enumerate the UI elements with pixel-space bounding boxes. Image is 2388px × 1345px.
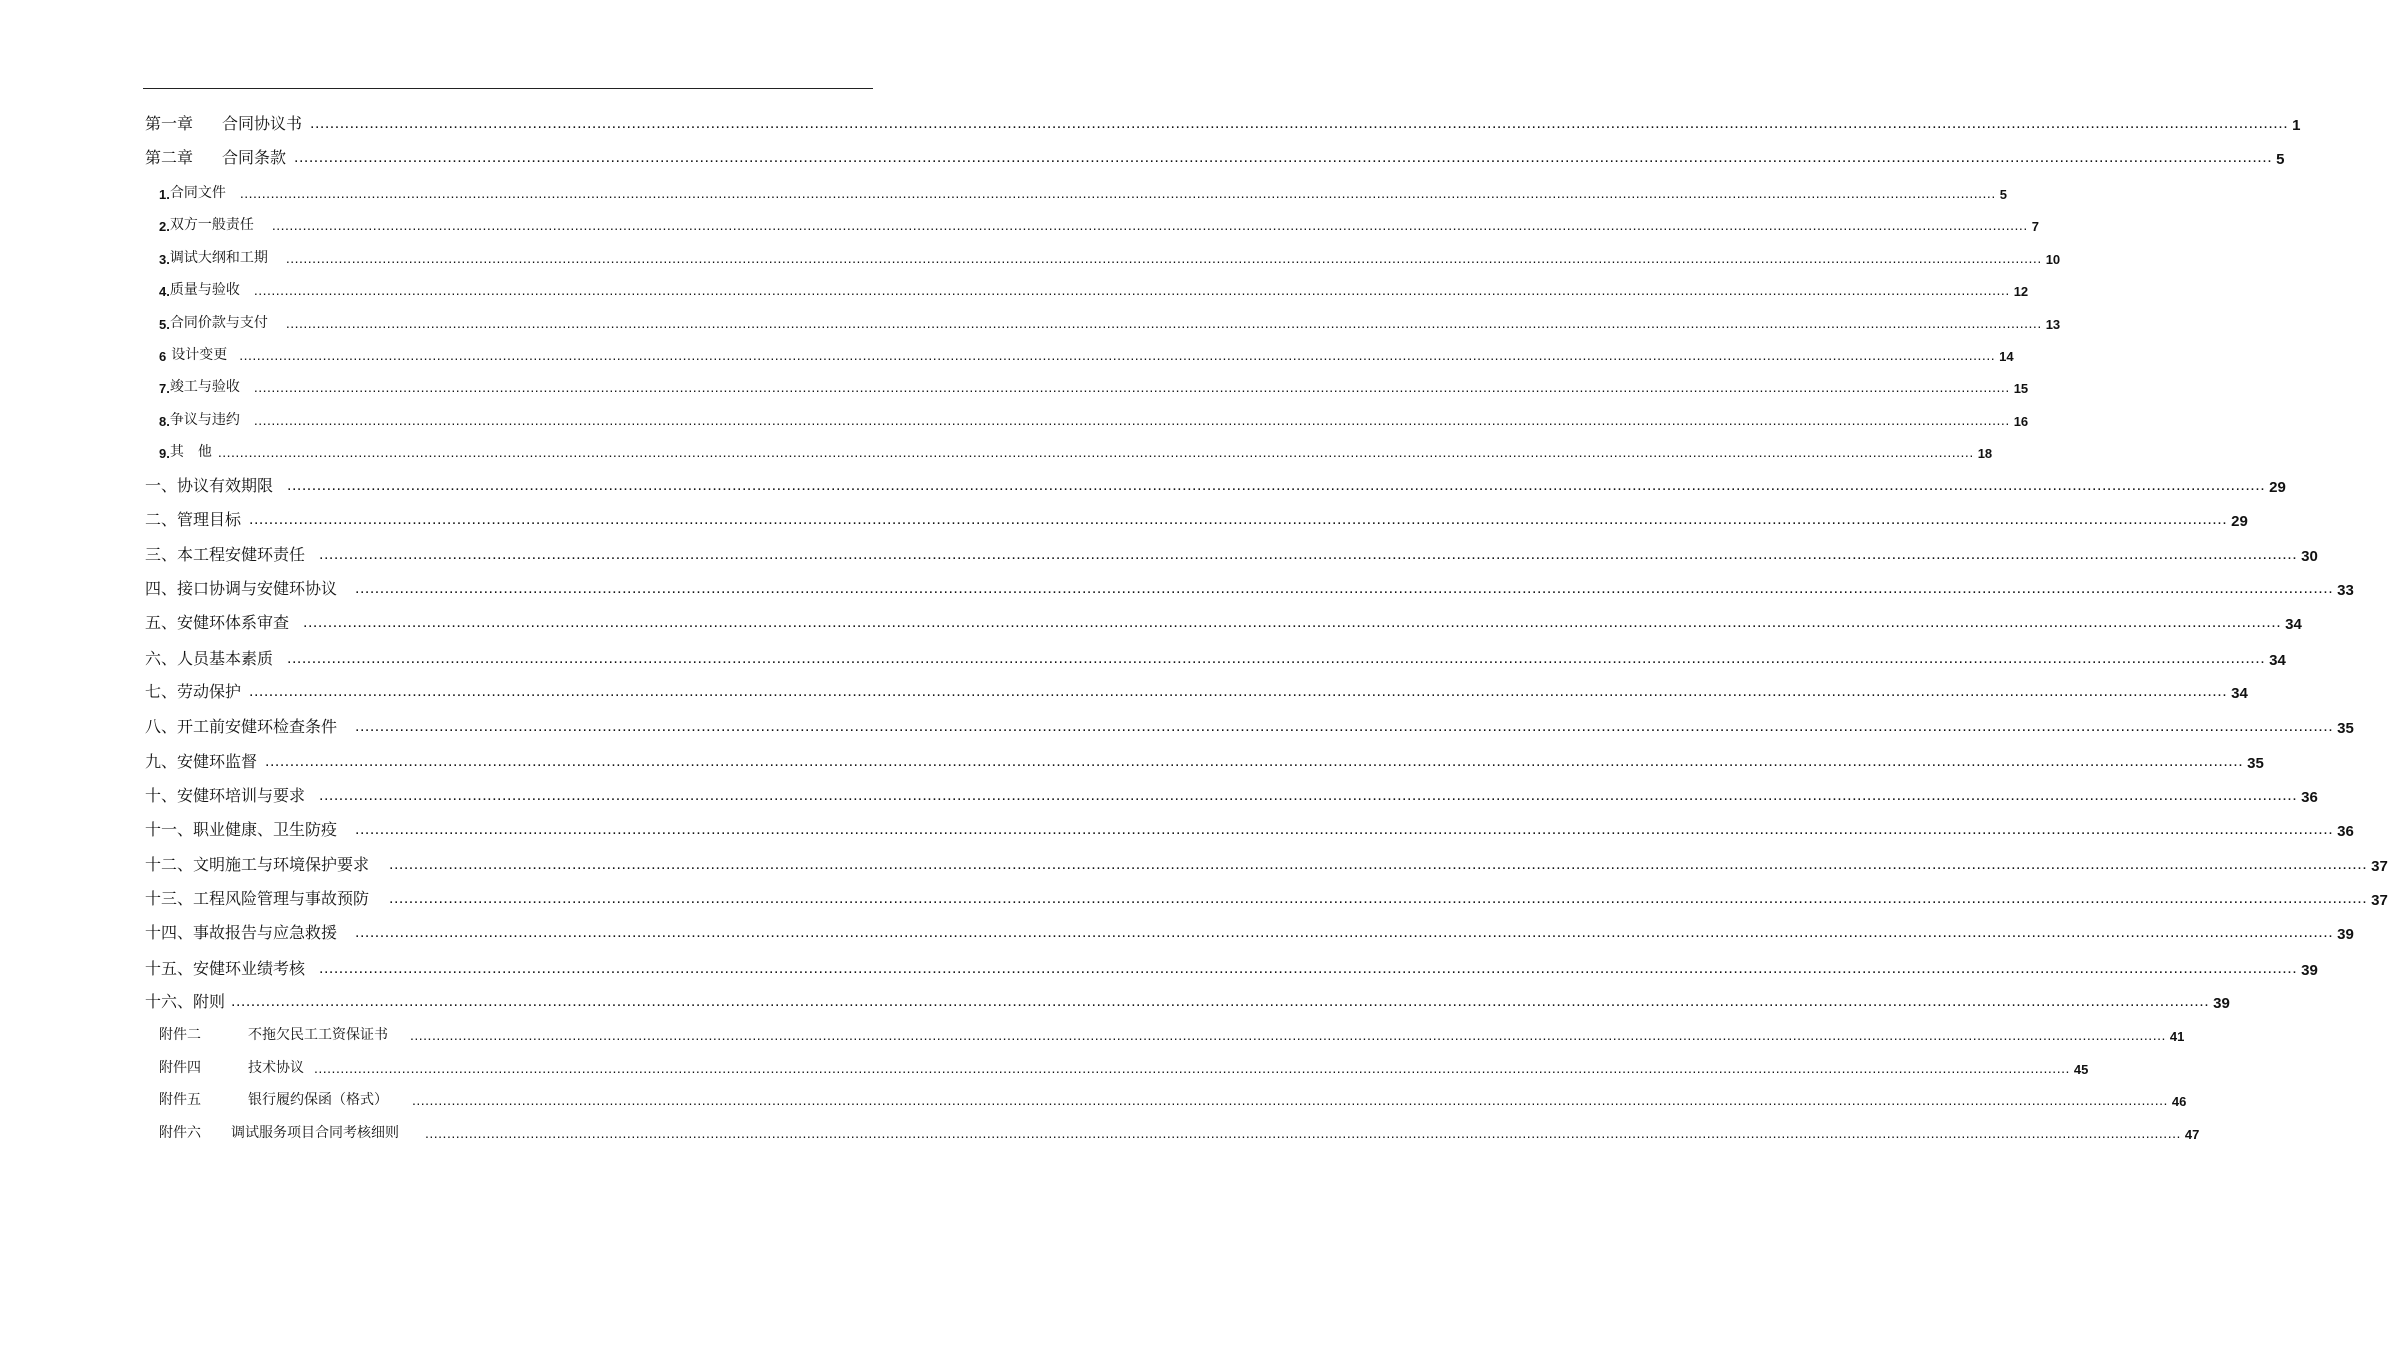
dot-leader: ................................................................................................................................................................................................................................................................................................................................................................................................................ bbox=[253, 379, 2010, 395]
page-number: 34 bbox=[2231, 685, 2248, 702]
dot-leader: ................................................................................................................................................................................................................................................................................................................................................................................................................ bbox=[389, 856, 2368, 873]
page-number: 5 bbox=[1999, 187, 2007, 202]
page-number: 41 bbox=[2169, 1029, 2185, 1044]
toc-entry[interactable] bbox=[145, 853, 2388, 875]
entry-title: 合同价款与支付 bbox=[169, 315, 268, 331]
toc-entry[interactable] bbox=[145, 957, 2318, 979]
toc-entry[interactable] bbox=[159, 182, 2007, 202]
dot-leader: ................................................................................................................................................................................................................................................................................................................................................................................................................ bbox=[253, 282, 2010, 298]
page-number: 39 bbox=[2213, 995, 2230, 1012]
dot-leader: ................................................................................................................................................................................................................................................................................................................................................................................................................ bbox=[249, 683, 2228, 700]
toc-entry[interactable] bbox=[159, 376, 2029, 396]
page-number: 46 bbox=[2171, 1094, 2187, 1109]
toc-entry[interactable] bbox=[145, 784, 2318, 806]
dot-leader: ................................................................................................................................................................................................................................................................................................................................................................................................................ bbox=[231, 993, 2210, 1010]
entry-title: 调试大纲和工期 bbox=[169, 250, 268, 266]
page-number: 12 bbox=[2013, 284, 2029, 299]
toc-entry[interactable] bbox=[145, 543, 2318, 565]
entry-title: 技术协议 bbox=[248, 1060, 304, 1076]
section-number: 7. bbox=[159, 381, 170, 396]
page-number: 14 bbox=[1999, 349, 2014, 364]
page-number: 29 bbox=[2231, 513, 2248, 530]
toc-entry[interactable] bbox=[145, 715, 2354, 737]
toc-entry[interactable] bbox=[159, 247, 2061, 267]
dot-leader: ................................................................................................................................................................................................................................................................................................................................................................................................................ bbox=[410, 1027, 2166, 1043]
toc-entry[interactable] bbox=[145, 508, 2248, 530]
dot-leader: ................................................................................................................................................................................................................................................................................................................................................................................................................ bbox=[285, 250, 2042, 266]
toc-entry[interactable] bbox=[145, 474, 2286, 496]
page-number: 47 bbox=[2184, 1127, 2200, 1142]
entry-title: 六、人员基本素质 bbox=[145, 649, 274, 668]
page-number: 36 bbox=[2301, 789, 2318, 806]
dot-leader: ................................................................................................................................................................................................................................................................................................................................................................................................................ bbox=[287, 650, 2266, 667]
page-number: 39 bbox=[2337, 926, 2354, 943]
entry-title: 双方一般责任 bbox=[169, 217, 254, 233]
section-number: 6 bbox=[159, 349, 167, 364]
dot-leader: ................................................................................................................................................................................................................................................................................................................................................................................................................ bbox=[217, 444, 1974, 460]
dot-leader: ................................................................................................................................................................................................................................................................................................................................................................................................................ bbox=[355, 924, 2334, 941]
entry-title: 十六、附则 bbox=[145, 992, 226, 1011]
page-number: 16 bbox=[2013, 414, 2029, 429]
section-number: 1. bbox=[159, 187, 170, 202]
page-number: 33 bbox=[2337, 582, 2354, 599]
entry-title: 十四、事故报告与应急救援 bbox=[145, 923, 338, 942]
appendix-label: 附件二 bbox=[159, 1027, 201, 1043]
page-number: 7 bbox=[2031, 219, 2039, 234]
section-number: 3. bbox=[159, 252, 170, 267]
toc-entry[interactable] bbox=[159, 312, 2061, 332]
section-number: 9. bbox=[159, 446, 170, 461]
dot-leader: ................................................................................................................................................................................................................................................................................................................................................................................................................ bbox=[239, 347, 1996, 363]
entry-title: 调试服务项目合同考核细则 bbox=[231, 1125, 399, 1141]
dot-leader: ................................................................................................................................................................................................................................................................................................................................................................................................................ bbox=[412, 1092, 2168, 1108]
page-number: 37 bbox=[2371, 858, 2388, 875]
appendix-label: 附件六 bbox=[159, 1125, 201, 1141]
dot-leader: ................................................................................................................................................................................................................................................................................................................................................................................................................ bbox=[314, 1060, 2070, 1076]
entry-title: 十三、工程风险管理与事故预防 bbox=[145, 889, 370, 908]
section-number: 5. bbox=[159, 317, 170, 332]
dot-leader: ................................................................................................................................................................................................................................................................................................................................................................................................................ bbox=[319, 546, 2298, 563]
dot-leader: ................................................................................................................................................................................................................................................................................................................................................................................................................ bbox=[239, 185, 1996, 201]
dot-leader: ................................................................................................................................................................................................................................................................................................................................................................................................................ bbox=[249, 511, 2228, 528]
page-number: 35 bbox=[2337, 720, 2354, 737]
dot-leader: ................................................................................................................................................................................................................................................................................................................................................................................................................ bbox=[319, 960, 2298, 977]
toc-entry[interactable] bbox=[145, 577, 2354, 599]
dot-leader: ................................................................................................................................................................................................................................................................................................................................................................................................................ bbox=[253, 412, 2010, 428]
dot-leader: ................................................................................................................................................................................................................................................................................................................................................................................................................ bbox=[310, 115, 2289, 132]
page-number: 37 bbox=[2371, 892, 2388, 909]
dot-leader: ................................................................................................................................................................................................................................................................................................................................................................................................................ bbox=[355, 821, 2334, 838]
entry-title: 八、开工前安健环检查条件 bbox=[145, 717, 338, 736]
dot-leader: ................................................................................................................................................................................................................................................................................................................................................................................................................ bbox=[294, 149, 2273, 166]
dot-leader: ................................................................................................................................................................................................................................................................................................................................................................................................................ bbox=[303, 614, 2282, 631]
dot-leader: ................................................................................................................................................................................................................................................................................................................................................................................................................ bbox=[287, 477, 2266, 494]
entry-title: 三、本工程安健环责任 bbox=[145, 545, 306, 564]
page-number: 35 bbox=[2247, 755, 2264, 772]
appendix-label: 附件四 bbox=[159, 1060, 201, 1076]
entry-title: 银行履约保函（格式） bbox=[248, 1092, 388, 1108]
entry-title: 设计变更 bbox=[171, 347, 228, 363]
toc-entry[interactable] bbox=[159, 1057, 2089, 1077]
page-number: 18 bbox=[1977, 446, 1993, 461]
toc-entry[interactable] bbox=[145, 990, 2230, 1012]
toc-entry[interactable] bbox=[145, 112, 2301, 134]
toc-entry[interactable] bbox=[159, 1089, 2187, 1109]
entry-title: 竣工与验收 bbox=[169, 379, 240, 395]
dot-leader: ................................................................................................................................................................................................................................................................................................................................................................................................................ bbox=[319, 787, 2298, 804]
page-number: 13 bbox=[2045, 317, 2061, 332]
entry-title: 十一、职业健康、卫生防疫 bbox=[145, 820, 338, 839]
page-number: 45 bbox=[2073, 1062, 2089, 1077]
toc-entry[interactable] bbox=[145, 146, 2285, 168]
page-number: 36 bbox=[2337, 823, 2354, 840]
toc-entry[interactable] bbox=[145, 647, 2286, 669]
toc-entry[interactable] bbox=[145, 887, 2388, 909]
page-number: 34 bbox=[2285, 616, 2302, 633]
toc-entry[interactable] bbox=[145, 750, 2264, 772]
section-number: 2. bbox=[159, 219, 170, 234]
appendix-label: 附件五 bbox=[159, 1092, 201, 1108]
entry-title: 合同条款 bbox=[222, 148, 287, 167]
toc-entry[interactable] bbox=[145, 680, 2248, 702]
dot-leader: ................................................................................................................................................................................................................................................................................................................................................................................................................ bbox=[425, 1125, 2181, 1141]
page-number: 30 bbox=[2301, 548, 2318, 565]
page-number: 10 bbox=[2045, 252, 2061, 267]
page-number: 1 bbox=[2292, 117, 2301, 134]
entry-title: 十二、文明施工与环境保护要求 bbox=[145, 855, 370, 874]
toc-entry[interactable] bbox=[159, 344, 2014, 364]
section-number: 4. bbox=[159, 284, 170, 299]
dot-leader: ................................................................................................................................................................................................................................................................................................................................................................................................................ bbox=[265, 753, 2244, 770]
chapter-label: 第二章 bbox=[145, 148, 194, 167]
page-number: 15 bbox=[2013, 381, 2029, 396]
page-number: 29 bbox=[2269, 479, 2286, 496]
entry-title: 争议与违约 bbox=[169, 412, 240, 428]
entry-title: 五、安健环体系审查 bbox=[145, 613, 290, 632]
entry-title: 二、管理目标 bbox=[145, 510, 242, 529]
entry-title: 合同文件 bbox=[169, 185, 226, 201]
toc-entry[interactable] bbox=[159, 1122, 2200, 1142]
header-rule bbox=[143, 88, 873, 89]
toc-entry[interactable] bbox=[145, 921, 2354, 943]
dot-leader: ................................................................................................................................................................................................................................................................................................................................................................................................................ bbox=[355, 718, 2334, 735]
entry-title: 不拖欠民工工资保证书 bbox=[248, 1027, 388, 1043]
toc-entry[interactable] bbox=[159, 441, 1993, 461]
entry-title: 四、接口协调与安健环协议 bbox=[145, 579, 338, 598]
section-number: 8. bbox=[159, 414, 170, 429]
toc-entry[interactable] bbox=[159, 214, 2039, 234]
entry-title: 其 他 bbox=[169, 444, 212, 460]
dot-leader: ................................................................................................................................................................................................................................................................................................................................................................................................................ bbox=[389, 890, 2368, 907]
page-number: 39 bbox=[2301, 962, 2318, 979]
entry-title: 合同协议书 bbox=[222, 114, 303, 133]
dot-leader: ................................................................................................................................................................................................................................................................................................................................................................................................................ bbox=[355, 580, 2334, 597]
toc-entry[interactable] bbox=[159, 1024, 2185, 1044]
toc-entry[interactable] bbox=[145, 818, 2354, 840]
dot-leader: ................................................................................................................................................................................................................................................................................................................................................................................................................ bbox=[285, 315, 2042, 331]
toc-entry[interactable] bbox=[159, 279, 2029, 299]
page-number: 34 bbox=[2269, 652, 2286, 669]
toc-entry[interactable] bbox=[159, 409, 2029, 429]
entry-title: 质量与验收 bbox=[169, 282, 240, 298]
entry-title: 一、协议有效期限 bbox=[145, 476, 274, 495]
entry-title: 九、安健环监督 bbox=[145, 752, 258, 771]
toc-entry[interactable] bbox=[145, 611, 2302, 633]
entry-title: 十五、安健环业绩考核 bbox=[145, 959, 306, 978]
entry-title: 十、安健环培训与要求 bbox=[145, 786, 306, 805]
page-number: 5 bbox=[2276, 151, 2285, 168]
chapter-label: 第一章 bbox=[145, 114, 194, 133]
dot-leader: ................................................................................................................................................................................................................................................................................................................................................................................................................ bbox=[271, 217, 2028, 233]
entry-title: 七、劳动保护 bbox=[145, 682, 242, 701]
